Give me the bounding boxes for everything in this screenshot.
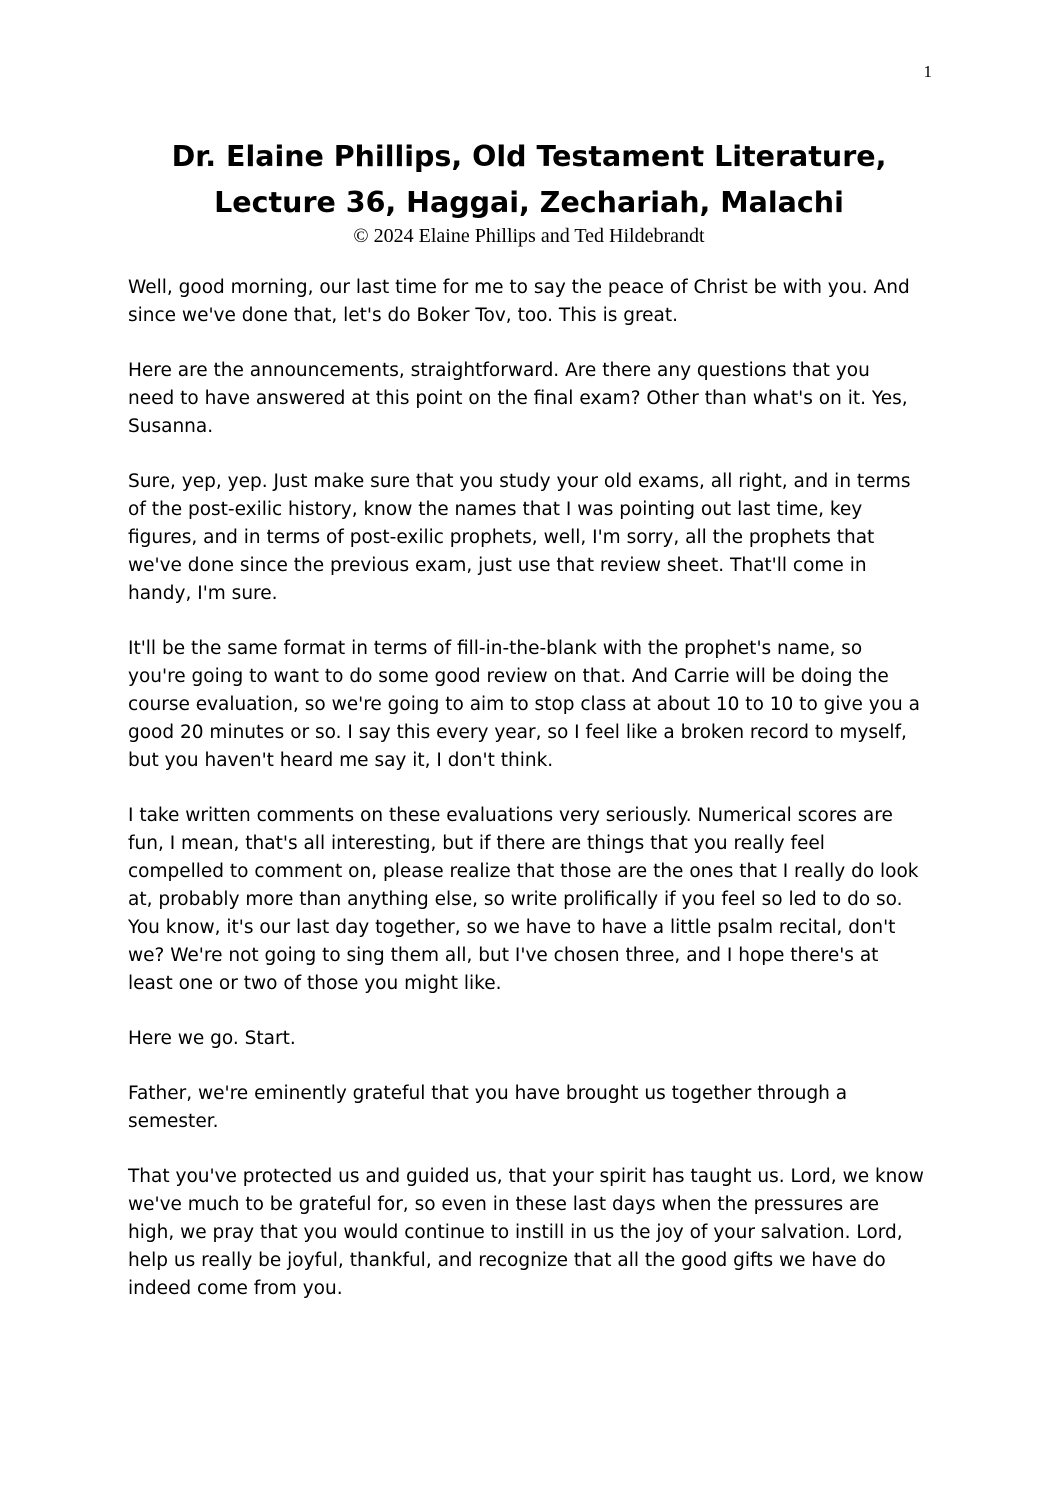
- transcript-body: [128, 274, 940, 1330]
- paragraph: Here we go. Start.: [128, 1028, 296, 1049]
- page-number: 1: [923, 62, 932, 81]
- copyright-notice: © 2024 Elaine Phillips and Ted Hildebrandt: [353, 225, 705, 247]
- paragraph: Well, good morning, our last time for me to say the peace of Christ be with you. And since we've done that, let's do Boker Tov, too. This is great.: [128, 277, 910, 326]
- paragraph: Sure, yep, yep. Just make sure that you study your old exams, all right, and in terms of the post-exilic history, know the names that I was pointing out last time, key figures, and in terms of post-exilic prophets, well, I'm sorry, all the prophets that we've done since the previous exam, just use that review sheet. That'll come in handy, I'm sure.: [128, 471, 911, 604]
- paragraph: Here are the announcements, straightforward. Are there any questions that you need to have answered at this point on the final exam? Other than what's on it. Yes, Susanna.: [128, 360, 908, 437]
- document-header: [0, 134, 1058, 248]
- document-title-line-1: Dr. Elaine Phillips, Old Testament Literature,: [171, 140, 887, 173]
- paragraph: It'll be the same format in terms of fill-in-the-blank with the prophet's name, so you're going to want to do some good review on that. And Carrie will be doing the course evaluation, so we're going to aim to stop class at about 10 to 10 to give you a good 20 minutes or so. I say this every year, so I feel like a broken record to myself, but you haven't heard me say it, I don't think.: [128, 638, 920, 771]
- document-title-line-2: Lecture 36, Haggai, Zechariah, Malachi: [214, 186, 844, 219]
- paragraph: I take written comments on these evaluations very seriously. Numerical scores are fun, I mean, that's all interesting, but if there are things that you really feel compelled to comment on, please realize that those are the ones that I really do look at, probably more than anything else, so write prolifically if you feel so led to do so. You know, it's our last day together, so we have to have a little psalm recital, don't we? We're not going to sing them all, but I've chosen three, and I hope there's at least one or two of those you might like.: [128, 805, 919, 994]
- paragraph: Father, we're eminently grateful that you have brought us together through a semester.: [128, 1083, 848, 1132]
- paragraph: That you've protected us and guided us, that your spirit has taught us. Lord, we know we've much to be grateful for, so even in these last days when the pressures are high, we pray that you would continue to instill in us the joy of your salvation. Lord, help us really be joyful, thankful, and recognize that all the good gifts we have do indeed come from you.: [128, 1166, 924, 1299]
